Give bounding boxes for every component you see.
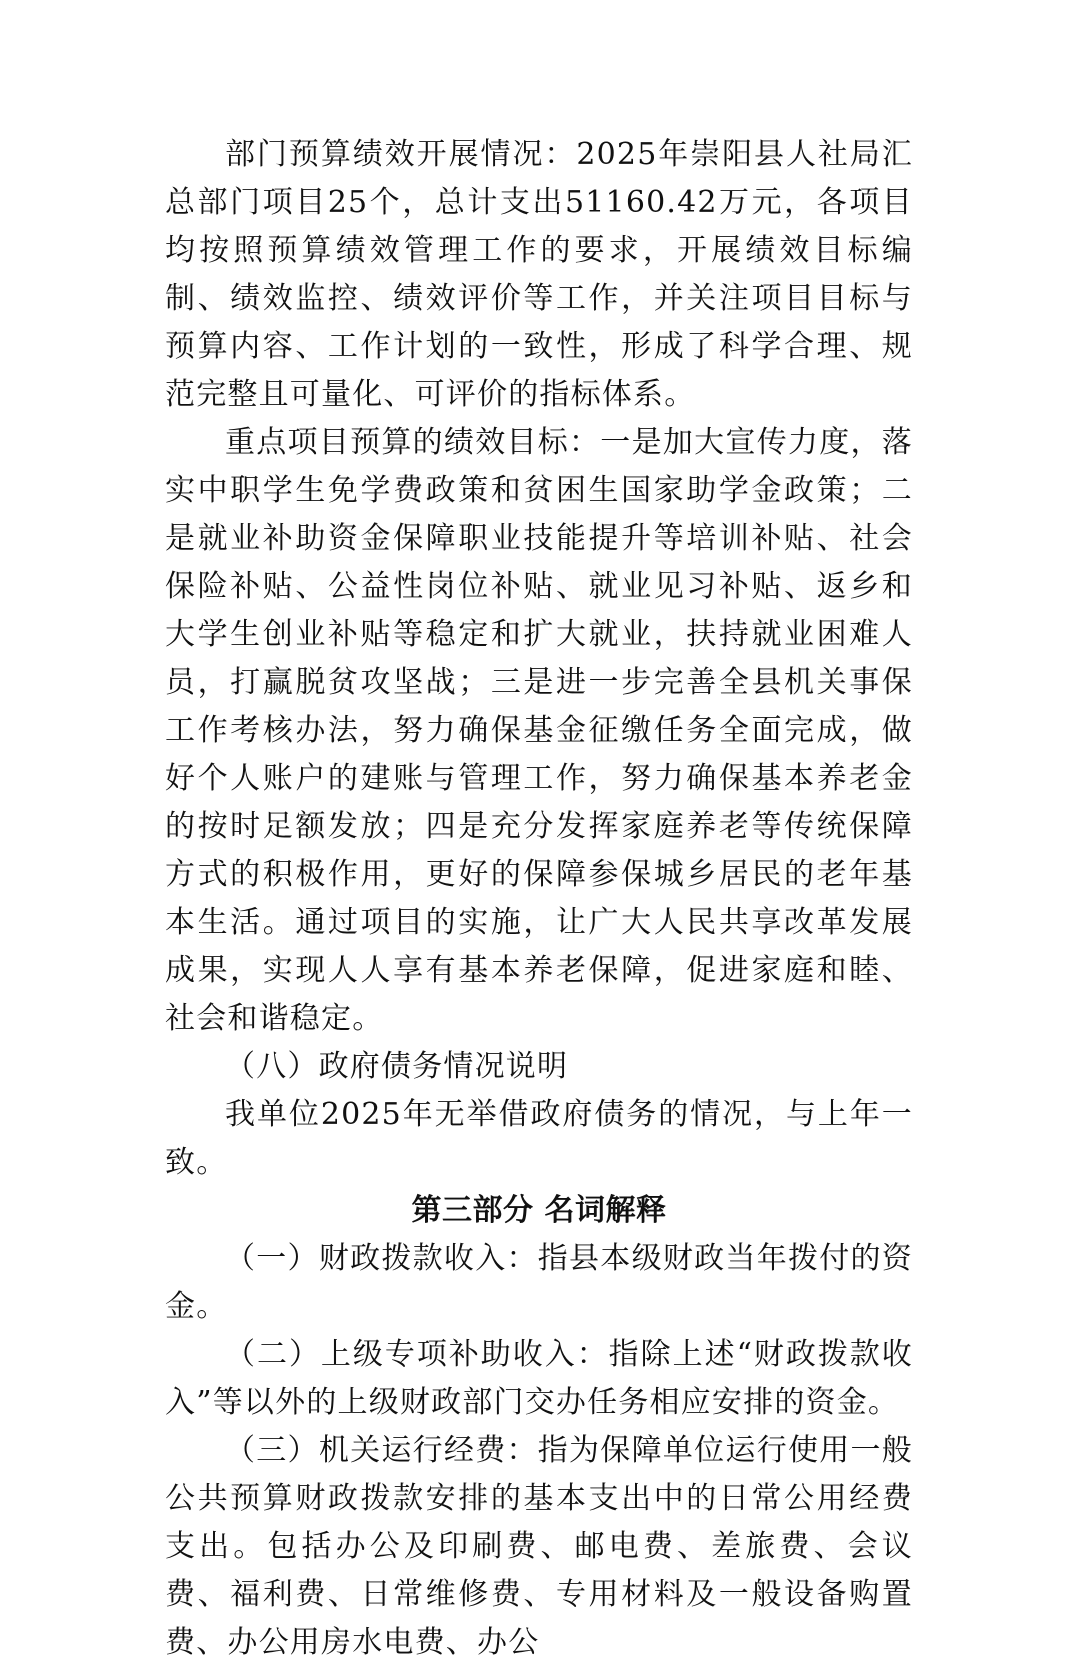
document-page (165, 131, 913, 1667)
glossary-item-special-subsidy: （二）上级专项补助收入：指除上述“财政拨款收入”等以外的上级财政部门交办任务相应安排的资金。 (165, 1337, 913, 1420)
part-heading-glossary: 第三部分 名词解释 (411, 1193, 667, 1228)
paragraph-key-project-goals: 重点项目预算的绩效目标：一是加大宣传力度，落实中职学生免学费政策和贫困生国家助学金政策；二是就业补助资金保障职业技能提升等培训补贴、社会保险补贴、公益性岗位补贴、就业见习补贴、返乡和大学生创业补贴等稳定和扩大就业，扶持就业困难人员，打赢脱贫攻坚战；三是进一步完善全县机关事保工作考核办法，努力确保基金征缴任务全面完成，做好个人账户的建账与管理工作，努力确保基本养老金的按时足额发放；四是充分发挥家庭养老等传统保障方式的积极作用，更好的保障参保城乡居民的老年基本生活。通过项目的实施，让广大人民共享改革发展成果，实现人人享有基本养老保障，促进家庭和睦、社会和谐稳定。 (165, 425, 913, 1036)
paragraph-government-debt: 我单位2025年无举借政府债务的情况，与上年一致。 (165, 1097, 913, 1180)
paragraph-performance-overview: 部门预算绩效开展情况：2025年崇阳县人社局汇总部门项目25个，总计支出51160.42万元，各项目均按照预算绩效管理工作的要求，开展绩效目标编制、绩效监控、绩效评价等工作，并关注项目目标与预算内容、工作计划的一致性，形成了科学合理、规范完整且可量化、可评价的指标体系。 (165, 137, 913, 412)
glossary-item-fiscal-appropriation: （一）财政拨款收入：指县本级财政当年拨付的资金。 (165, 1241, 913, 1324)
glossary-item-operating-expenses: （三）机关运行经费：指为保障单位运行使用一般公共预算财政拨款安排的基本支出中的日常公用经费支出。包括办公及印刷费、邮电费、差旅费、会议费、福利费、日常维修费、专用材料及一般设备购置费、办公用房水电费、办公 (165, 1433, 913, 1660)
section-heading-government-debt: （八）政府债务情况说明 (225, 1049, 569, 1084)
